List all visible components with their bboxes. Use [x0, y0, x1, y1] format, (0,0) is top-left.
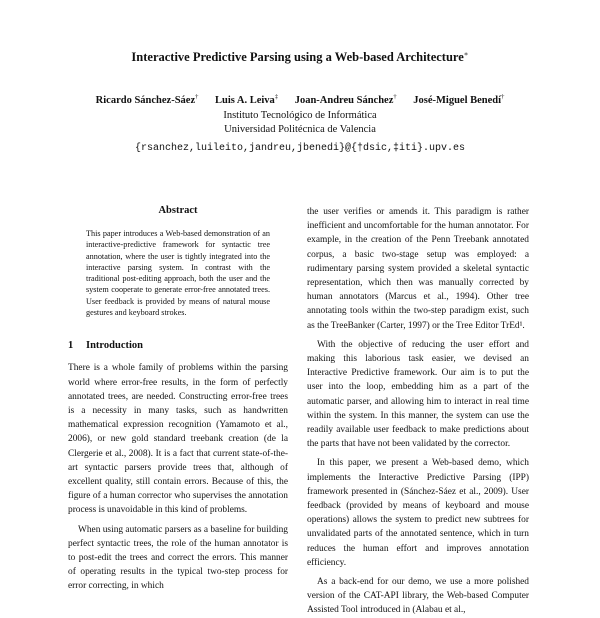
author-list — [0, 93, 600, 106]
author-1: Ricardo Sánchez-Sáez† — [95, 93, 199, 106]
affiliation-university: Universidad Politécnica de Valencia — [224, 124, 376, 135]
section-title: Introduction — [86, 340, 143, 352]
intro-paragraph-2: When using automatic parsers as a baseline for building perfect syntactic trees, the role of the human annotator is to post-edit the trees and correct the errors. This manner of operating results in the typical two-step process for error correcting, in which — [68, 524, 288, 592]
section-number: 1 — [68, 340, 74, 352]
right-column — [307, 205, 529, 618]
author-2: Luis A. Leiva‡ — [215, 93, 279, 106]
author-emails: {rsanchez,luileito,jandreu,jbenedi}@{†dsic,‡iti}.upv.es — [134, 143, 466, 154]
right-paragraph-1: the user verifies or amends it. This paradigm is rather inefficient and uncomfortable for the human annotator. For example, in the creation of the Penn Treebank annotated corpus, a basic two-stage setup was employed: a rudimentary parsing system provided a skeletal syntactic representation, which then was manually corrected by human annotators (Marcus et al., 1994). Other tree annotating tools within the two-step paradigm exist, such as the TreeBanker (Carter, 1997) or the Tree Editor TrEd¹. — [307, 207, 529, 331]
abstract-text: This paper introduces a Web-based demonstration of an interactive-predictive framework for syntactic tree annotation, where the user is tightly integrated into the interactive parsing system. In contrast with the traditional post-editing approach, both the user and the system cooperate to generate error-free annotated trees. User feedback is provided by means of natural mouse gestures and keyboard strokes. — [86, 229, 270, 318]
left-column — [68, 205, 288, 594]
intro-paragraph-1: There is a whole family of problems within the parsing world where error-free results, in the form of perfectly annotated trees, are needed. Constructing error-free trees is a necessity in many tasks, such as handwritten mathematical expression recognition (Yamamoto et al., 2006), or new gold standard treebank creation (de la Clergerie et al., 2008). It is a fact that current state-of-the-art syntactic parsers provide trees that, although of excellent quality, still contain errors. Because of this, the figure of a human corrector who supervises the annotation process is unavoidable in this kind of problems. — [68, 363, 288, 516]
section-heading-introduction — [68, 340, 288, 351]
right-paragraph-4: As a back-end for our demo, we use a more polished version of the CAT-API library, the Web-based Computer Assisted Tool introduced in (Alabau et al., — [307, 577, 529, 616]
author-3: Joan-Andreu Sánchez† — [294, 93, 397, 106]
title-footnote-mark: ∗ — [463, 50, 469, 58]
abstract-heading: Abstract — [158, 205, 198, 216]
affiliation-institute: Instituto Tecnológico de Informática — [223, 110, 377, 121]
right-paragraph-2: With the objective of reducing the user effort and making this laborious task easier, we devised an Interactive Predictive framework. Our aim is to put the user into the loop, embedding him as a part of the automatic parser, and allowing him to interact in real time within the system. In this manner, the system can use the readily available user feedback to make predictions about the parts that have not been validated by the corrector. — [307, 339, 529, 450]
author-4: José-Miguel Benedí† — [413, 93, 505, 106]
right-paragraph-3: In this paper, we present a Web-based demo, which implements the Interactive Predictive Parsing (IPP) framework presented in (Sánchez-Sáez et al., 2009). User feedback (provided by means of keyboard and mouse operations) allows the system to predict new subtrees for unvalidated parts of the annotated sentence, which in turn reduces the human effort and improves annotation efficiency. — [307, 458, 529, 568]
paper-title: Interactive Predictive Parsing using a Web-based Architecture∗ — [131, 50, 469, 65]
